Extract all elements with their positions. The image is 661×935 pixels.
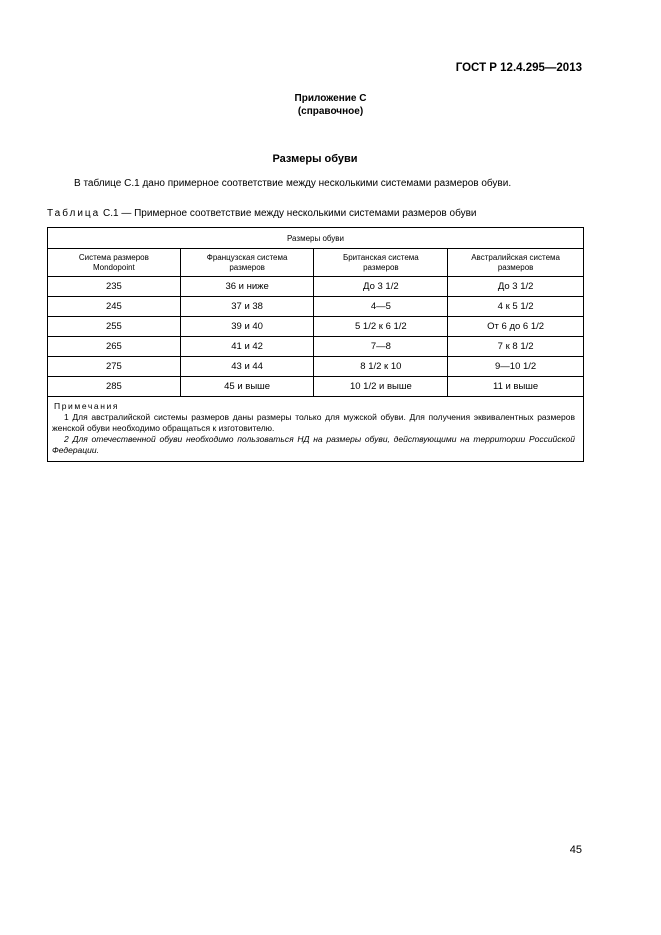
table-cell: 275: [48, 357, 181, 377]
column-header-line: Французская система: [206, 252, 288, 262]
table-cell: 37 и 38: [180, 297, 314, 317]
column-header-line: размеров: [229, 262, 265, 272]
table-row: [48, 377, 584, 397]
table-cell: 235: [48, 277, 181, 297]
document-id: ГОСТ Р 12.4.295—2013: [455, 62, 582, 74]
table-cell: 7 к 8 1/2: [448, 337, 584, 357]
page-number: 45: [569, 844, 582, 856]
column-header-australian: [448, 249, 584, 277]
table-cell: 45 и выше: [180, 377, 314, 397]
table-cell: 285: [48, 377, 181, 397]
table-cell: 5 1/2 к 6 1/2: [314, 317, 448, 337]
table-row: [48, 357, 584, 377]
table-cell: 265: [48, 337, 181, 357]
table-row: [48, 317, 584, 337]
notes-title: Примечания: [54, 401, 120, 411]
column-header-line: Австралийская система: [471, 252, 560, 262]
table-cell: 8 1/2 к 10: [314, 357, 448, 377]
table-cell: 4 к 5 1/2: [448, 297, 584, 317]
table-cell: 36 и ниже: [180, 277, 314, 297]
table-cell: 43 и 44: [180, 357, 314, 377]
appendix-title: Приложение С: [294, 93, 367, 104]
column-header-line: Британская система: [342, 252, 419, 262]
column-header-french: [180, 249, 314, 277]
column-header-mondopoint: [48, 249, 181, 277]
note-1: 1 Для австралийской системы размеров даны размеры только для мужской обуви. Для получения эквивалентных размеров женской обуви необходимо обращаться к изготовителю.: [52, 412, 575, 433]
table-cell: 41 и 42: [180, 337, 314, 357]
table-row: [48, 297, 584, 317]
table-cell: 11 и выше: [448, 377, 584, 397]
column-header-line: Система размеров: [78, 252, 149, 262]
column-header-line: размеров: [363, 262, 399, 272]
table-group-header: Размеры обуви: [48, 228, 584, 249]
table-notes: [48, 397, 584, 462]
table-caption-text: С.1 — Примерное соответствие между несколькими системами размеров обуви: [100, 208, 477, 219]
table-cell: До 3 1/2: [448, 277, 584, 297]
table-cell: От 6 до 6 1/2: [448, 317, 584, 337]
table-cell: 4—5: [314, 297, 448, 317]
table-cell: 245: [48, 297, 181, 317]
table-caption-label: Таблица: [47, 208, 101, 219]
table-cell: 10 1/2 и выше: [314, 377, 448, 397]
table-row: [48, 337, 584, 357]
section-title: Размеры обуви: [272, 153, 358, 165]
note-2: 2 Для отечественной обуви необходимо пользоваться НД на размеры обуви, действующими на территории Российской Федерации.: [52, 434, 575, 455]
column-header-british: [314, 249, 448, 277]
table-row: [48, 277, 584, 297]
column-header-line: размеров: [497, 262, 534, 272]
table-cell: До 3 1/2: [314, 277, 448, 297]
table-caption: [47, 208, 476, 219]
appendix-subtitle: (справочное): [297, 106, 364, 117]
table-cell: 255: [48, 317, 181, 337]
table-cell: 7—8: [314, 337, 448, 357]
table-cell: 39 и 40: [180, 317, 314, 337]
table-cell: 9—10 1/2: [448, 357, 584, 377]
intro-paragraph: В таблице С.1 дано примерное соответствие между несколькими системами размеров обуви.: [74, 178, 512, 189]
column-header-line: Mondopoint: [92, 262, 135, 272]
shoe-size-table: [47, 227, 584, 462]
